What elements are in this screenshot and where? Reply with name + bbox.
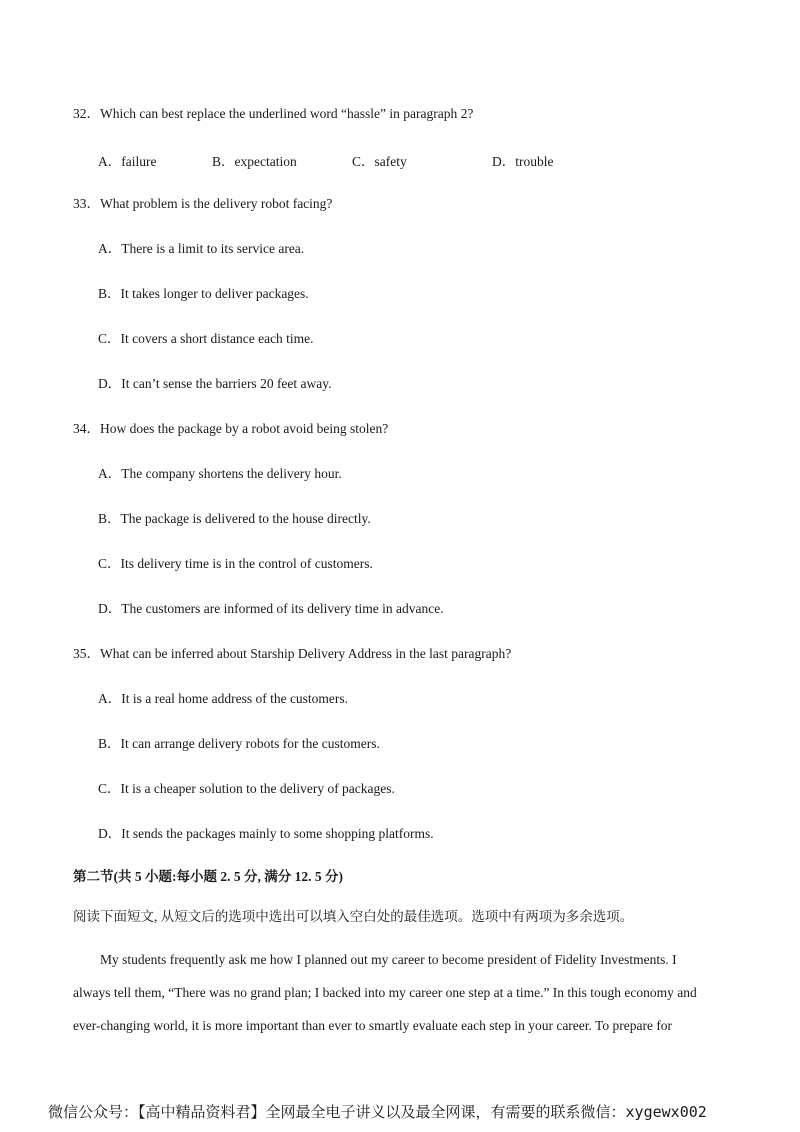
passage-line: always tell them, “There was no grand plan; I backed into my career one step at a time.” In this tough economy and <box>73 985 697 1000</box>
question-34-option-d: D．The customers are informed of its delivery time in advance. <box>98 601 444 616</box>
question-32-option-b: B．expectation <box>212 154 297 169</box>
question-35-option-b: B．It can arrange delivery robots for the customers. <box>98 736 380 751</box>
passage-line: My students frequently ask me how I planned out my career to become president of Fidelity Investments. I <box>100 952 677 967</box>
question-35-stem: 35．What can be inferred about Starship Delivery Address in the last paragraph? <box>73 646 512 661</box>
question-32-option-d: D．trouble <box>492 154 554 169</box>
question-35-option-c: C．It is a cheaper solution to the delivery of packages. <box>98 781 395 796</box>
question-32-option-c: C．safety <box>352 154 407 169</box>
footer-watermark <box>48 1101 707 1122</box>
section-instruction: 阅读下面短文, 从短文后的选项中选出可以填入空白处的最佳选项。选项中有两项为多余选项。 <box>73 909 634 924</box>
question-35-option-a: A．It is a real home address of the customers. <box>98 691 349 706</box>
question-34-option-a: A．The company shortens the delivery hour. <box>98 466 342 481</box>
question-33-stem: 33．What problem is the delivery robot facing? <box>73 196 333 211</box>
question-33-option-d: D．It can’t sense the barriers 20 feet away. <box>98 376 332 391</box>
question-34-stem: 34．How does the package by a robot avoid being stolen? <box>73 421 389 436</box>
question-35-option-d: D．It sends the packages mainly to some shopping platforms. <box>98 826 434 841</box>
question-32-stem: 32．Which can best replace the underlined word “hassle” in paragraph 2? <box>73 106 474 121</box>
passage-line: ever-changing world, it is more important than ever to smartly evaluate each step in your career. To prepare for <box>73 1018 673 1033</box>
question-34-option-b: B．The package is delivered to the house directly. <box>98 511 371 526</box>
passage <box>73 943 727 1042</box>
question-33-option-a: A．There is a limit to its service area. <box>98 241 305 256</box>
question-33-option-c: C．It covers a short distance each time. <box>98 331 314 346</box>
footer-wechat-id: xygewx002 <box>625 1103 707 1121</box>
section-title: 第二节(共 5 小题:每小题 2. 5 分, 满分 12. 5 分) <box>73 869 343 884</box>
question-32-option-a: A．failure <box>98 154 157 169</box>
footer-text: 微信公众号：【高中精品资料君】全网最全电子讲义以及最全网课，有需要的联系微信： <box>48 1103 626 1121</box>
question-33-option-b: B．It takes longer to deliver packages. <box>98 286 309 301</box>
question-34-option-c: C．Its delivery time is in the control of customers. <box>98 556 373 571</box>
